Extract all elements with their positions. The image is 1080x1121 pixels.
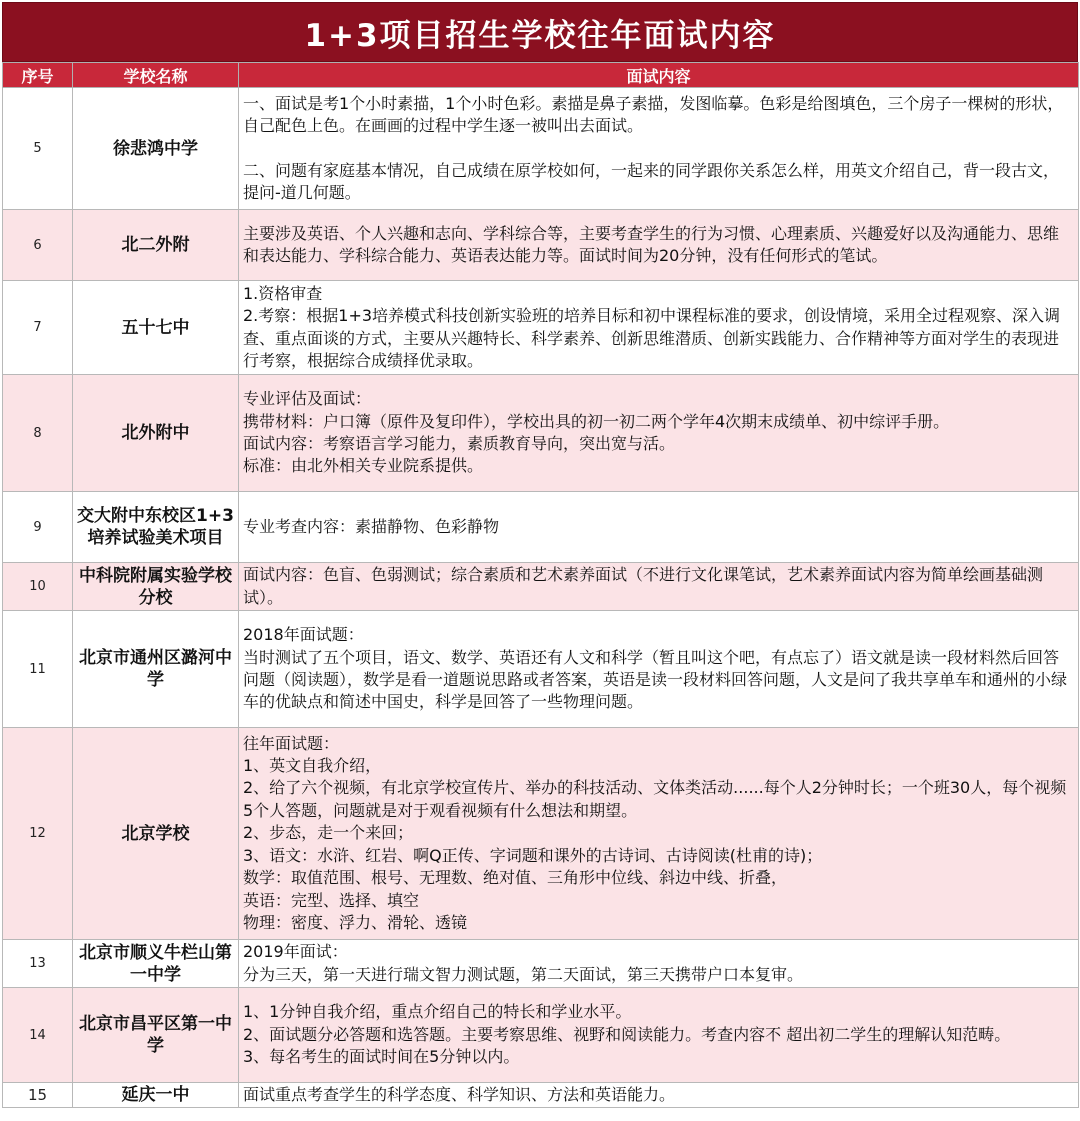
table-header-row: [3, 63, 1079, 88]
content-line: [243, 138, 1074, 160]
school-name: 北京市昌平区第一中学: [73, 988, 239, 1083]
interview-content: [239, 210, 1079, 281]
school-name: 北京市通州区潞河中学: [73, 611, 239, 728]
school-name: 中科院附属实验学校分校: [73, 563, 239, 611]
row-number: 9: [3, 492, 73, 563]
document-page: [2, 2, 1078, 1117]
content-line: 物理：密度、浮力、滑轮、透镜: [243, 912, 468, 932]
table-row: [3, 210, 1079, 281]
school-name: 北京市顺义牛栏山第一中学: [73, 940, 239, 988]
interview-table: [2, 62, 1079, 1108]
table-row: [3, 281, 1079, 375]
interview-content: [239, 281, 1079, 375]
content-line: 二、问题有家庭基本情况，自己成绩在原学校如何，一起来的同学跟你关系怎么样，用英文介绍自己，背一段古文，提问-道几何题。: [243, 160, 1060, 202]
table-row: [3, 940, 1079, 988]
content-line: 标准：由北外相关专业院系提供。: [243, 456, 484, 476]
row-number: 7: [3, 281, 73, 375]
table-row: [3, 1083, 1079, 1108]
header-no: 序号: [3, 63, 73, 88]
interview-content: [239, 88, 1079, 210]
row-number: 11: [3, 611, 73, 728]
school-name: 徐悲鸿中学: [73, 88, 239, 210]
content-line: 1、1分钟自我介绍，重点介绍自己的特长和学业水平。: [243, 1002, 632, 1022]
interview-content: [239, 563, 1079, 611]
content-line: 2、给了六个视频，有北京学校宣传片、举办的科技活动、文体类活动......每个人2分钟时长；一个班30人，每个视频5个人答题，问题就是对于观看视频有什么想法和期望。: [243, 778, 1067, 820]
content-line: 1、英文自我介绍，: [243, 756, 382, 776]
table-row: [3, 492, 1079, 563]
content-line: 2019年面试：: [243, 942, 348, 962]
row-number: 10: [3, 563, 73, 611]
school-name: 五十七中: [73, 281, 239, 375]
table-row: [3, 375, 1079, 492]
content-line: 面试内容：色盲、色弱测试；综合素质和艺术素养面试（不进行文化课笔试，艺术素养面试内容为简单绘画基础测试）。: [243, 565, 1044, 607]
row-number: 5: [3, 88, 73, 210]
content-line: 2、面试题分必答题和选答题。主要考察思维、视野和阅读能力。考查内容不 超出初二学生的理解认知范畴。: [243, 1024, 1011, 1044]
school-name: 延庆一中: [73, 1083, 239, 1108]
row-number: 15: [3, 1083, 73, 1108]
row-number: 13: [3, 940, 73, 988]
school-name: 北京学校: [73, 728, 239, 940]
table-row: [3, 728, 1079, 940]
interview-content: [239, 492, 1079, 563]
school-name: 北二外附: [73, 210, 239, 281]
school-name: 交大附中东校区1+3培养试验美术项目: [73, 492, 239, 563]
content-line: 数学：取值范围、根号、无理数、绝对值、三角形中位线、斜边中线、折叠，: [243, 868, 788, 888]
content-line: 当时测试了五个项目，语文、数学、英语还有人文和科学（暂且叫这个吧，有点忘了）语文就是读一段材料然后回答问题（阅读题），数学是看一道题说思路或者答案，英语是读一段材料回答问题，人文是问了我共享单车和通州的小绿车的优缺点和简述中国史，科学是回答了一些物理问题。: [243, 647, 1068, 712]
content-line: 3、语文：水浒、红岩、啊Q正传、字词题和课外的古诗词、古诗阅读(杜甫的诗)；: [243, 845, 823, 865]
content-line: 面试重点考查学生的科学态度、科学知识、方法和英语能力。: [243, 1085, 676, 1104]
interview-content: [239, 611, 1079, 728]
page-title: 1+3项目招生学校往年面试内容: [2, 2, 1078, 62]
interview-content: [239, 375, 1079, 492]
content-line: 专业考查内容：素描静物、色彩静物: [243, 516, 500, 536]
row-number: 14: [3, 988, 73, 1083]
content-line: 英语：完型、选择、填空: [243, 890, 420, 910]
interview-content: [239, 728, 1079, 940]
interview-content: [239, 940, 1079, 988]
content-line: 2、步态，走一个来回；: [243, 823, 414, 843]
content-line: 往年面试题：: [243, 733, 340, 753]
row-number: 6: [3, 210, 73, 281]
content-line: 2.考察：根据1+3培养模式科技创新实验班的培养目标和初中课程标准的要求，创设情境，采用全过程观察、深入调查、重点面谈的方式，主要从兴趣特长、科学素养、创新思维潜质、创新实践能力、合作精神等方面对学生的表现进行考察，根据综合成绩择优录取。: [243, 306, 1061, 370]
header-school: 学校名称: [73, 63, 239, 88]
content-line: 1.资格审查: [243, 283, 323, 303]
table-row: [3, 563, 1079, 611]
table-row: [3, 88, 1079, 210]
content-line: 面试内容：考察语言学习能力，素质教育导向，突出宽与活。: [243, 434, 676, 453]
content-line: 主要涉及英语、个人兴趣和志向、学科综合等，主要考查学生的行为习惯、心理素质、兴趣爱好以及沟通能力、思维和表达能力、学科综合能力、英语表达能力等。面试时间为20分钟，没有任何形式的笔试。: [243, 223, 1060, 265]
interview-content: [239, 988, 1079, 1083]
row-number: 12: [3, 728, 73, 940]
content-line: 2018年面试题：: [243, 625, 364, 645]
header-content: 面试内容: [239, 63, 1079, 88]
table-row: [3, 988, 1079, 1083]
table-body: [3, 88, 1079, 1108]
table-row: [3, 611, 1079, 728]
row-number: 8: [3, 375, 73, 492]
content-line: 分为三天，第一天进行瑞文智力测试题，第二天面试，第三天携带户口本复审。: [243, 964, 804, 984]
content-line: 携带材料：户口簿（原件及复印件），学校出具的初一初二两个学年4次期末成绩单、初中综评手册。: [243, 411, 950, 431]
interview-content: [239, 1083, 1079, 1108]
school-name: 北外附中: [73, 375, 239, 492]
content-line: 3、每名考生的面试时间在5分钟以内。: [243, 1047, 520, 1067]
content-line: 一、面试是考1个小时素描，1个小时色彩。素描是鼻子素描，发图临摹。色彩是给图填色，三个房子一棵树的形状，自己配色上色。在画画的过程中学生逐一被叫出去面试。: [243, 93, 1064, 136]
content-line: 专业评估及面试：: [243, 389, 372, 409]
